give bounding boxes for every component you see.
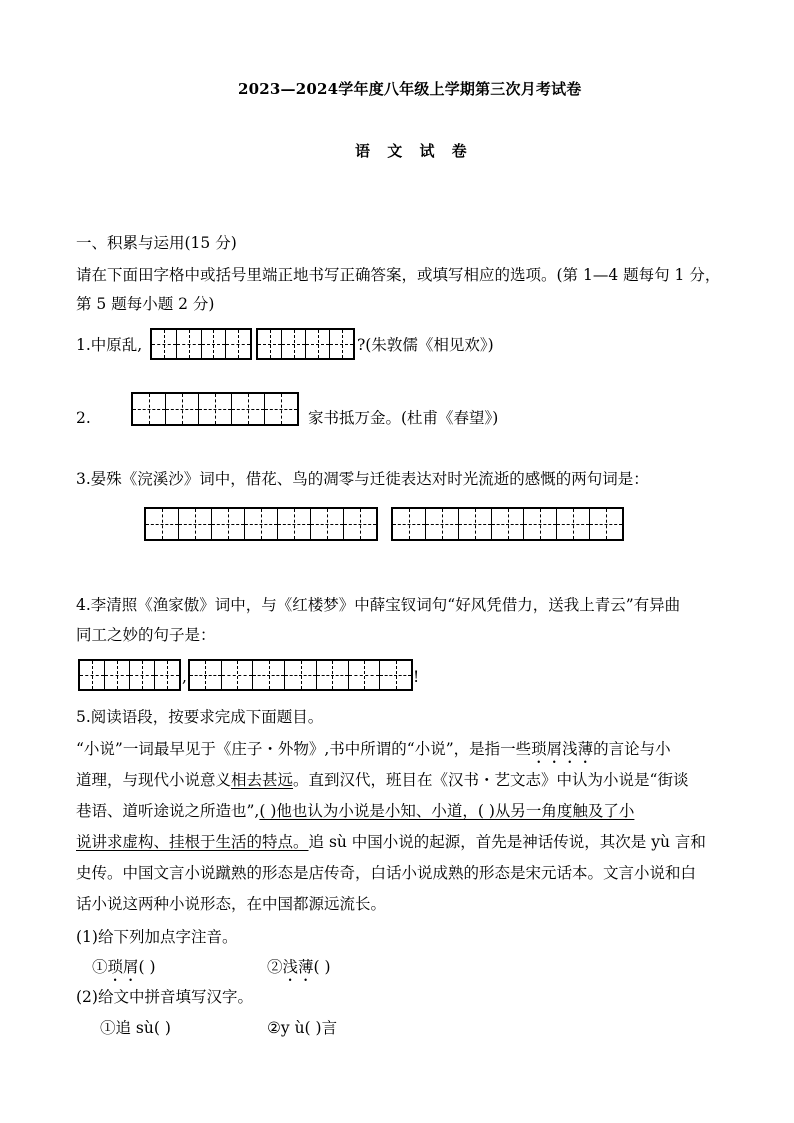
writing-cell[interactable] — [190, 661, 221, 689]
q5-paragraph-line-4 — [76, 832, 706, 852]
dotted-char: 屑 — [123, 958, 139, 976]
writing-cell[interactable] — [178, 509, 211, 539]
underlined-sentence: ( )他也认为小说是小知、小道，( )从另一角度触及了小 — [259, 802, 635, 820]
writing-cell[interactable] — [393, 509, 425, 539]
writing-cell[interactable] — [316, 661, 348, 689]
writing-cell[interactable] — [523, 509, 556, 539]
writing-cell[interactable] — [310, 509, 343, 539]
writing-cell[interactable] — [343, 509, 376, 539]
dotted-words: 琐屑浅薄 — [531, 740, 594, 758]
q5-sub1-item-2 — [267, 957, 331, 985]
writing-cell[interactable] — [305, 330, 329, 358]
q1-grid-1[interactable] — [150, 328, 252, 360]
writing-cell[interactable] — [198, 394, 231, 424]
writing-cell[interactable] — [146, 509, 178, 539]
writing-cell[interactable] — [284, 661, 316, 689]
text-run: “小说”一词最早见于《庄子・外物》,书中所谓的“小说”，是指一些 — [76, 740, 532, 758]
writing-cell[interactable] — [129, 661, 154, 689]
writing-cell[interactable] — [329, 330, 353, 358]
q2-suffix: 家书抵万金。(杜甫《春望》) — [308, 409, 499, 427]
text-run: 道理，与现代小说意义 — [76, 771, 232, 789]
q4-grid-2[interactable] — [188, 659, 413, 691]
writing-cell[interactable] — [80, 661, 104, 689]
writing-cell[interactable] — [348, 661, 380, 689]
answer-blank[interactable]: ( ) — [138, 958, 156, 976]
writing-cell[interactable] — [491, 509, 524, 539]
text-run: 。直到汉代，班目在《汉书・艺文志》中认为小说是“街谈 — [293, 771, 689, 789]
writing-cell[interactable] — [277, 509, 310, 539]
q5-paragraph-line-2 — [76, 770, 688, 790]
answer-blank[interactable]: ( ) — [313, 958, 331, 976]
q5-sub2-item-2[interactable]: ②y ù( )言 — [267, 1019, 338, 1037]
q4-exclamation: ! — [413, 668, 420, 686]
writing-cell[interactable] — [244, 509, 277, 539]
q1-grid-2[interactable] — [256, 328, 355, 360]
writing-cell[interactable] — [458, 509, 491, 539]
writing-cell[interactable] — [425, 509, 458, 539]
writing-cell[interactable] — [379, 661, 411, 689]
writing-cell[interactable] — [176, 330, 201, 358]
q4-line-2: 同工之妙的句子是： — [76, 626, 216, 644]
q5-paragraph-line-5: 史传。中国文言小说蹴熟的形态是店传奇，白话小说成熟的形态是宋元话本。文言小说和白 — [76, 864, 697, 882]
instruction-line-2: 第 5 题每小题 2 分) — [76, 295, 215, 313]
underlined-sentence: 说讲求虚构、挂根于生活的特点。 — [76, 833, 309, 851]
q5-paragraph-line-6: 话小说这两种小说形态，在中国都源远流长。 — [76, 895, 387, 913]
writing-cell[interactable] — [258, 330, 281, 358]
q2-grid[interactable] — [131, 392, 299, 426]
dotted-char: 琐 — [107, 958, 124, 976]
q3-grid-2[interactable] — [391, 507, 624, 541]
text-run: 巷语、道听途说之所造也”, — [76, 802, 260, 820]
q4-comma: , — [182, 668, 187, 686]
q5-sub1-prompt: (1)给下列加点字注音。 — [76, 928, 238, 946]
dotted-char: 浅 — [282, 958, 299, 976]
writing-cell[interactable] — [133, 394, 165, 424]
writing-cell[interactable] — [165, 394, 198, 424]
q5-heading: 5.阅读语段，按要求完成下面题目。 — [76, 708, 324, 726]
q3-text: 3.晏殊《浣溪沙》词中，借花、鸟的凋零与迁徙表达对时光流逝的感慨的两句词是： — [76, 470, 649, 488]
exam-title: 2023—2024学年度八年级上学期第三次月考试卷 — [238, 80, 582, 98]
q5-paragraph-line-3 — [76, 801, 634, 821]
instruction-line-1: 请在下面田字格中或括号里端正地书写正确答案，或填写相应的选项。(第 1—4 题每句 1 分， — [76, 266, 721, 284]
writing-cell[interactable] — [211, 509, 244, 539]
q3-grid-1[interactable] — [144, 507, 378, 541]
item-number: ② — [267, 958, 283, 976]
text-run: 追 sù 中国小说的起源，首先是神话传说，其次是 yù 言和 — [308, 833, 706, 851]
q4-grid-1[interactable] — [78, 659, 181, 691]
item-number: ① — [92, 958, 108, 976]
q5-sub2-item-1[interactable]: ①追 sù( ) — [100, 1019, 171, 1037]
text-run: 的言论与小 — [593, 740, 671, 758]
writing-cell[interactable] — [104, 661, 129, 689]
writing-cell[interactable] — [154, 661, 179, 689]
writing-cell[interactable] — [589, 509, 622, 539]
writing-cell[interactable] — [225, 330, 250, 358]
dotted-char: 薄 — [298, 958, 314, 976]
q1-suffix: ?(朱敦儒《相见欢》) — [357, 336, 494, 354]
q1-prefix: 1.中原乱, — [76, 336, 143, 354]
q5-paragraph-line-1 — [76, 739, 671, 767]
q5-sub2-prompt: (2)给文中拼音填写汉字。 — [76, 988, 253, 1006]
writing-cell[interactable] — [264, 394, 297, 424]
writing-cell[interactable] — [152, 330, 176, 358]
q2-number: 2. — [76, 409, 91, 427]
q5-sub1-item-1 — [92, 957, 156, 985]
writing-cell[interactable] — [201, 330, 226, 358]
writing-cell[interactable] — [231, 394, 264, 424]
writing-cell[interactable] — [556, 509, 589, 539]
writing-cell[interactable] — [252, 661, 284, 689]
q4-line-1: 4.李清照《渔家傲》词中，与《红楼梦》中薛宝钗词句“好风凭借力，送我上青云”有异曲 — [76, 596, 681, 614]
writing-cell[interactable] — [221, 661, 253, 689]
exam-subtitle: 语 文 试 卷 — [355, 142, 473, 160]
underlined-words: 相去甚远 — [231, 771, 294, 789]
writing-cell[interactable] — [281, 330, 305, 358]
section-heading: 一、积累与运用(15 分) — [76, 234, 237, 252]
